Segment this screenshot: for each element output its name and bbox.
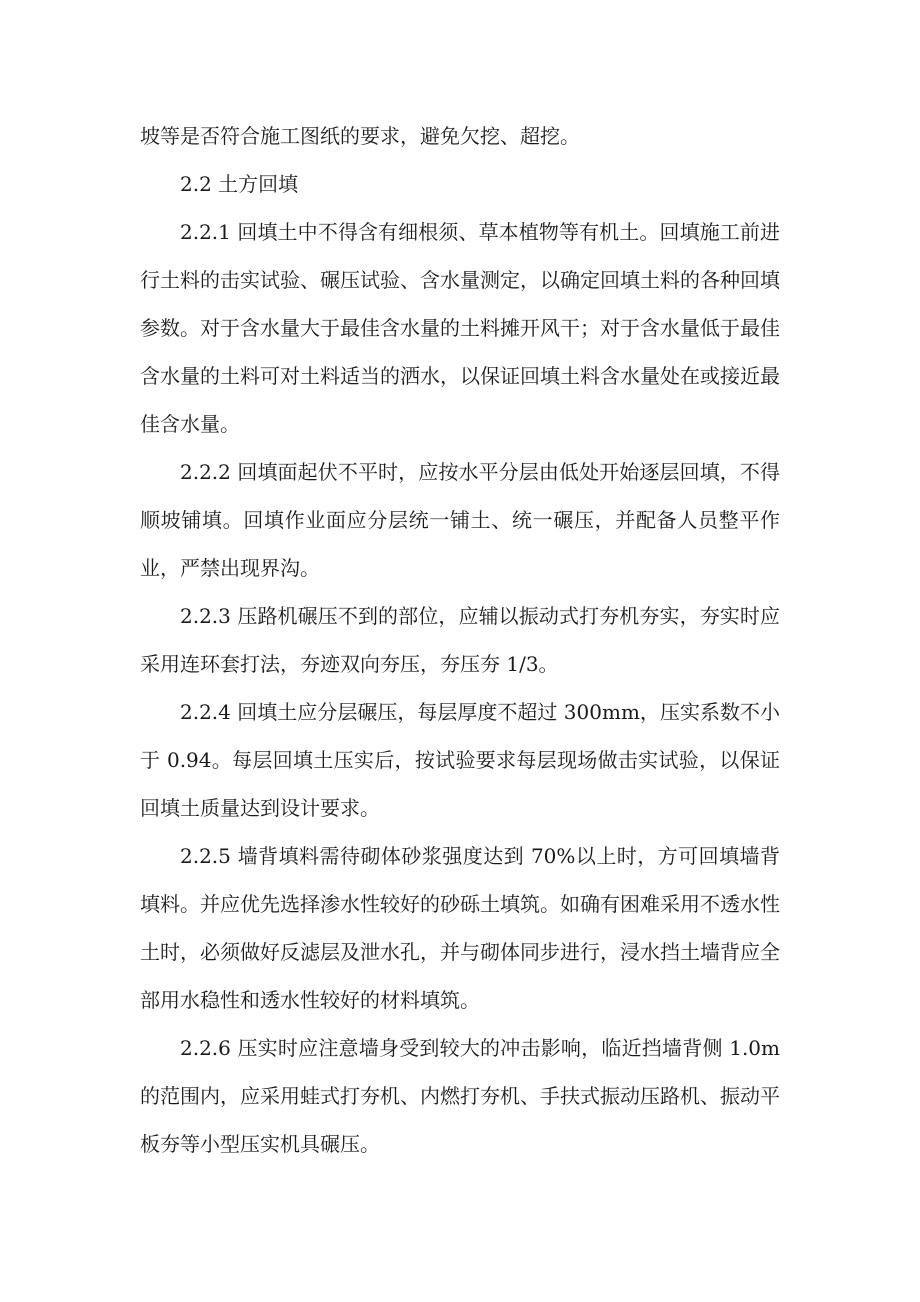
paragraph-2-2-4: 2.2.4 回填土应分层碾压，每层厚度不超过 300mm，压实系数不小于 0.94。每层回填土压实后，按试验要求每层现场做击实试验，以保证回填土质量达到设计要求。 xyxy=(140,700,780,820)
paragraph-continuation: 坡等是否符合施工图纸的要求，避免欠挖、超挖。 xyxy=(140,124,580,148)
paragraph-2-2-1: 2.2.1 回填土中不得含有细根须、草本植物等有机土。回填施工前进行土料的击实试验、碾压试验、含水量测定，以确定回填土料的各种回填参数。对于含水量大于最佳含水量的土料摊开风干；对于含水量低于最佳含水量的土料可对土料适当的洒水，以保证回填土料含水量处在或接近最佳含水量。 xyxy=(140,220,780,436)
paragraph-2-2-5: 2.2.5 墙背填料需待砌体砂浆强度达到 70%以上时，方可回填墙背填料。并应优先选择渗水性较好的砂砾土填筑。如确有困难采用不透水性土时，必须做好反滤层及泄水孔，并与砌体同步进行，浸水挡土墙背应全部用水稳性和透水性较好的材料填筑。 xyxy=(140,844,780,1012)
paragraph-2-2-2: 2.2.2 回填面起伏不平时，应按水平分层由低处开始逐层回填，不得顺坡铺填。回填作业面应分层统一铺土、统一碾压，并配备人员整平作业，严禁出现界沟。 xyxy=(140,460,780,580)
paragraph-2-2-3: 2.2.3 压路机碾压不到的部位，应辅以振动式打夯机夯实，夯实时应采用连环套打法，夯迹双向夯压，夯压夯 1/3。 xyxy=(140,604,780,676)
document-body xyxy=(140,112,780,1168)
section-heading-2-2: 2.2 土方回填 xyxy=(180,172,299,196)
paragraph-2-2-6: 2.2.6 压实时应注意墙身受到较大的冲击影响，临近挡墙背侧 1.0m 的范围内，应采用蛙式打夯机、内燃打夯机、手扶式振动压路机、振动平板夯等小型压实机具碾压。 xyxy=(140,1036,780,1156)
